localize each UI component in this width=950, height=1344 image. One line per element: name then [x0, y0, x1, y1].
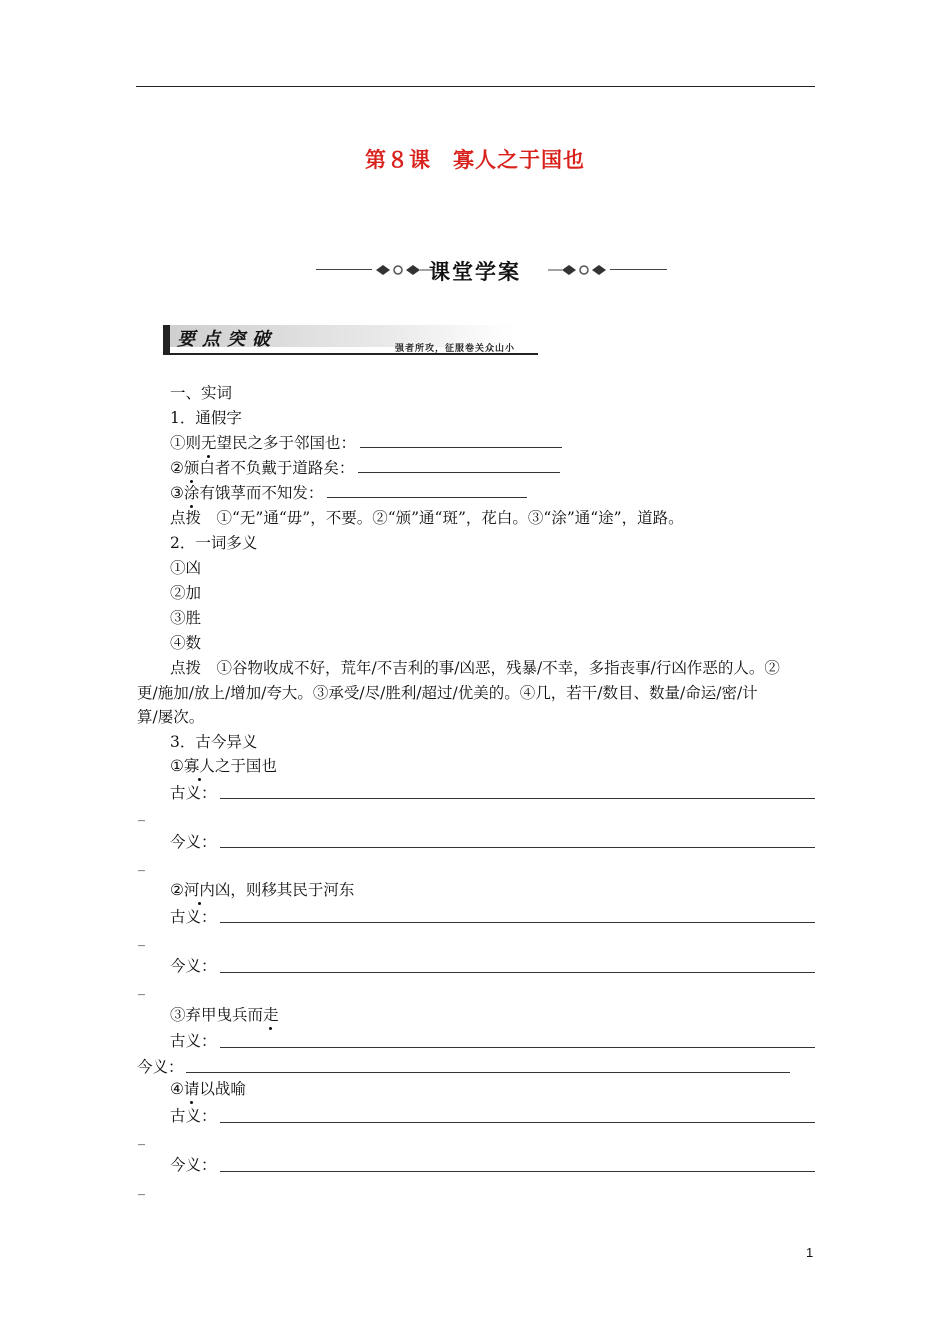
sentence-line: ①寡人之于国也	[170, 757, 277, 775]
answer-blank[interactable]	[327, 483, 527, 498]
tip-text: 算/屡次。	[137, 708, 205, 726]
banner-slogan: 强者所攻，征服卷关众山小	[395, 344, 516, 354]
continuation-mark: _	[138, 1180, 145, 1196]
modern-meaning-label: 今义：	[137, 1058, 184, 1076]
emphasized-word: 请	[183, 1080, 200, 1098]
emphasized-word: 寡人	[183, 757, 215, 775]
emphasized-char: 涂	[183, 484, 200, 502]
word-item: ③胜	[170, 609, 202, 627]
ancient-meaning-label: 古义：	[170, 1032, 217, 1050]
answer-line[interactable]	[186, 1072, 790, 1073]
sentence-line: ②河内凶，则移其民于河东	[170, 881, 355, 899]
item1-heading: 1．通假字	[170, 409, 242, 427]
item2-heading: 2．一词多义	[170, 534, 258, 552]
sentence-line: ③弃甲曳兵而走	[170, 1006, 279, 1024]
word-item: ①凶	[170, 559, 202, 577]
question-line: ③涂有饿莩而不知发：	[170, 483, 527, 503]
continuation-mark: _	[138, 806, 145, 822]
emphasized-char: 颁	[183, 459, 200, 477]
continuation-mark: _	[138, 931, 145, 947]
modern-meaning-label: 今义：	[170, 957, 217, 975]
item3-heading: 3．古今异义	[170, 733, 258, 751]
continuation-mark: _	[138, 980, 145, 996]
tip-text: 点拨 ①“无”通“毋”，不要。②“颁”通“斑”，花白。③“涂”通“途”，道路。	[170, 509, 684, 527]
right-rule	[610, 269, 667, 270]
answer-line[interactable]	[220, 972, 815, 973]
answer-line[interactable]	[220, 1047, 815, 1048]
emphasized-word: 河内	[183, 881, 215, 899]
right-ornament-icon	[548, 259, 610, 281]
banner-label: 要点突破	[177, 329, 277, 350]
part-heading: 一、实词	[170, 384, 233, 402]
section-title: 课堂学案	[429, 260, 521, 284]
question-line: ①则无望民之多于邻国也：	[170, 433, 562, 453]
ancient-meaning-label: 古义：	[170, 908, 217, 926]
answer-blank[interactable]	[358, 458, 560, 473]
header-rule	[136, 86, 815, 87]
tip-text: 点拨 ①谷物收成不好，荒年/不吉利的事/凶恶，残暴/不幸，多指丧事/行凶作恶的人。②	[170, 659, 780, 677]
page-number: 1	[806, 1245, 814, 1260]
answer-line[interactable]	[220, 1171, 815, 1172]
question-line: ②颁白者不负戴于道路矣：	[170, 458, 560, 478]
continuation-mark: _	[138, 856, 145, 872]
lesson-title: 第８课 寡人之于国也	[365, 148, 585, 172]
ancient-meaning-label: 古义：	[170, 1107, 217, 1125]
word-item: ②加	[170, 584, 202, 602]
modern-meaning-label: 今义：	[170, 1156, 217, 1174]
key-points-banner	[163, 325, 538, 355]
answer-line[interactable]	[220, 1122, 815, 1123]
answer-line[interactable]	[220, 847, 815, 848]
emphasized-char: 无	[201, 434, 217, 452]
ancient-meaning-label: 古义：	[170, 784, 217, 802]
tip-text: 更/施加/放上/增加/夸大。③承受/尽/胜利/超过/优美的。④几，若干/数目、数量/命运/密/计	[137, 684, 758, 702]
answer-blank[interactable]	[360, 433, 562, 448]
section-heading	[0, 255, 950, 285]
answer-line[interactable]	[220, 798, 815, 799]
sentence-line: ④请以战喻	[170, 1080, 246, 1098]
modern-meaning-label: 今义：	[170, 833, 217, 851]
emphasized-word: 走	[263, 1006, 279, 1024]
word-item: ④数	[170, 634, 202, 652]
answer-line[interactable]	[220, 922, 815, 923]
continuation-mark: _	[138, 1130, 145, 1146]
